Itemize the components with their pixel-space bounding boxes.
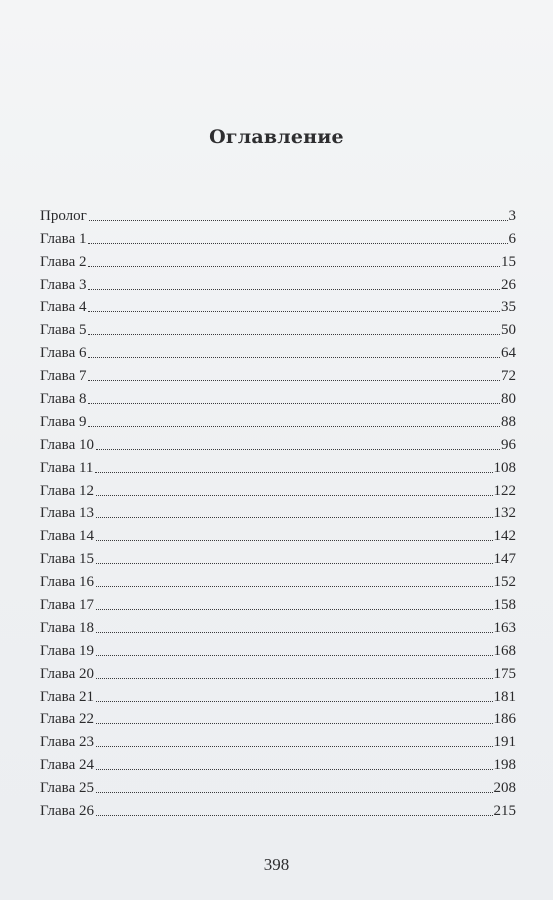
dot-leader	[88, 357, 500, 358]
dot-leader	[88, 426, 500, 427]
dot-leader	[96, 449, 500, 450]
toc-entry	[40, 477, 516, 500]
toc-entry	[40, 728, 516, 751]
toc-entry-page: 198	[493, 757, 516, 774]
toc-entry-label: Глава 3	[40, 276, 87, 293]
toc-entry-label: Глава 4	[40, 299, 87, 316]
toc-entry-page: 35	[501, 299, 516, 316]
toc-entry	[40, 339, 516, 362]
toc-entry	[40, 545, 516, 568]
toc-entry	[40, 706, 516, 729]
toc-entry-page: 80	[501, 391, 516, 408]
toc-entry-label: Глава 21	[40, 688, 94, 705]
toc-entry-page: 215	[493, 803, 516, 820]
toc-entry-page: 152	[493, 574, 516, 591]
dot-leader	[88, 380, 500, 381]
toc-entry-label: Глава 12	[40, 482, 94, 499]
toc-entry-page: 88	[501, 413, 516, 430]
toc-entry	[40, 751, 516, 774]
toc-entry-label: Глава 23	[40, 734, 94, 751]
toc-entry-page: 96	[501, 436, 516, 453]
toc-entry	[40, 271, 516, 294]
toc-entry-label: Глава 5	[40, 322, 87, 339]
toc-entry	[40, 225, 516, 248]
toc-entry-page: 50	[501, 322, 516, 339]
toc-entry-page: 142	[493, 528, 516, 545]
toc-entry-page: 147	[493, 551, 516, 568]
dot-leader	[96, 723, 493, 724]
toc-entry-page: 122	[493, 482, 516, 499]
toc-entry-label: Глава 20	[40, 665, 94, 682]
dot-leader	[88, 266, 500, 267]
toc-entry-label: Глава 13	[40, 505, 94, 522]
toc-entry-label: Глава 6	[40, 345, 87, 362]
toc-entry-label: Глава 8	[40, 391, 87, 408]
toc-entry-page: 163	[493, 619, 516, 636]
dot-leader	[96, 655, 493, 656]
toc-entry-page: 6	[508, 230, 516, 247]
toc-entry	[40, 614, 516, 637]
dot-leader	[96, 563, 493, 564]
toc-entry-page: 208	[493, 780, 516, 797]
dot-leader	[96, 792, 493, 793]
toc-entry-label: Глава 11	[40, 459, 94, 476]
toc-entry-label: Глава 9	[40, 413, 87, 430]
toc-entry	[40, 774, 516, 797]
toc-entry-page: 181	[493, 688, 516, 705]
dot-leader	[96, 815, 493, 816]
dot-leader	[96, 540, 493, 541]
dot-leader	[96, 769, 493, 770]
toc-entry-label: Глава 17	[40, 597, 94, 614]
toc-entry-page: 191	[493, 734, 516, 751]
dot-leader	[96, 701, 493, 702]
dot-leader	[88, 243, 507, 244]
toc-entry-page: 175	[493, 665, 516, 682]
dot-leader	[96, 678, 493, 679]
toc-entry-page: 108	[493, 459, 516, 476]
dot-leader	[89, 220, 508, 221]
dot-leader	[88, 403, 500, 404]
toc-entry	[40, 385, 516, 408]
dot-leader	[88, 334, 500, 335]
dot-leader	[96, 746, 493, 747]
toc-entry-label: Глава 14	[40, 528, 94, 545]
toc-entry-page: 3	[508, 207, 516, 224]
toc-entry-page: 168	[493, 642, 516, 659]
toc-entry-label: Глава 19	[40, 642, 94, 659]
toc-entry	[40, 591, 516, 614]
toc-entry	[40, 294, 516, 317]
toc-entry	[40, 797, 516, 820]
dot-leader	[96, 495, 493, 496]
toc-entry	[40, 202, 516, 225]
toc-entry	[40, 660, 516, 683]
toc-entry-page: 64	[501, 345, 516, 362]
toc-entry	[40, 568, 516, 591]
toc-list	[40, 202, 516, 820]
toc-entry	[40, 316, 516, 339]
dot-leader	[95, 472, 492, 473]
dot-leader	[96, 586, 493, 587]
dot-leader	[96, 609, 493, 610]
toc-entry	[40, 248, 516, 271]
dot-leader	[88, 289, 500, 290]
toc-entry-page: 72	[501, 368, 516, 385]
toc-entry-label: Глава 10	[40, 436, 94, 453]
toc-entry	[40, 362, 516, 385]
toc-entry-page: 158	[493, 597, 516, 614]
toc-entry	[40, 454, 516, 477]
toc-entry-page: 15	[501, 253, 516, 270]
toc-title: Оглавление	[209, 126, 344, 148]
toc-entry-label: Глава 1	[40, 230, 87, 247]
toc-entry-label: Глава 7	[40, 368, 87, 385]
toc-entry	[40, 500, 516, 523]
toc-entry-label: Глава 18	[40, 619, 94, 636]
toc-entry-label: Глава 25	[40, 780, 94, 797]
page-number: 398	[263, 855, 290, 874]
dot-leader	[96, 517, 493, 518]
toc-entry-label: Пролог	[40, 207, 87, 224]
toc-entry-page: 26	[501, 276, 516, 293]
dot-leader	[88, 311, 500, 312]
toc-entry	[40, 522, 516, 545]
toc-entry	[40, 408, 516, 431]
toc-entry-page: 186	[493, 711, 516, 728]
toc-entry-label: Глава 16	[40, 574, 94, 591]
toc-entry	[40, 683, 516, 706]
toc-entry-page: 132	[493, 505, 516, 522]
toc-entry-label: Глава 15	[40, 551, 94, 568]
toc-entry-label: Глава 26	[40, 803, 94, 820]
toc-entry-label: Глава 22	[40, 711, 94, 728]
toc-entry	[40, 637, 516, 660]
dot-leader	[96, 632, 493, 633]
toc-entry-label: Глава 2	[40, 253, 87, 270]
toc-entry-label: Глава 24	[40, 757, 94, 774]
toc-entry	[40, 431, 516, 454]
